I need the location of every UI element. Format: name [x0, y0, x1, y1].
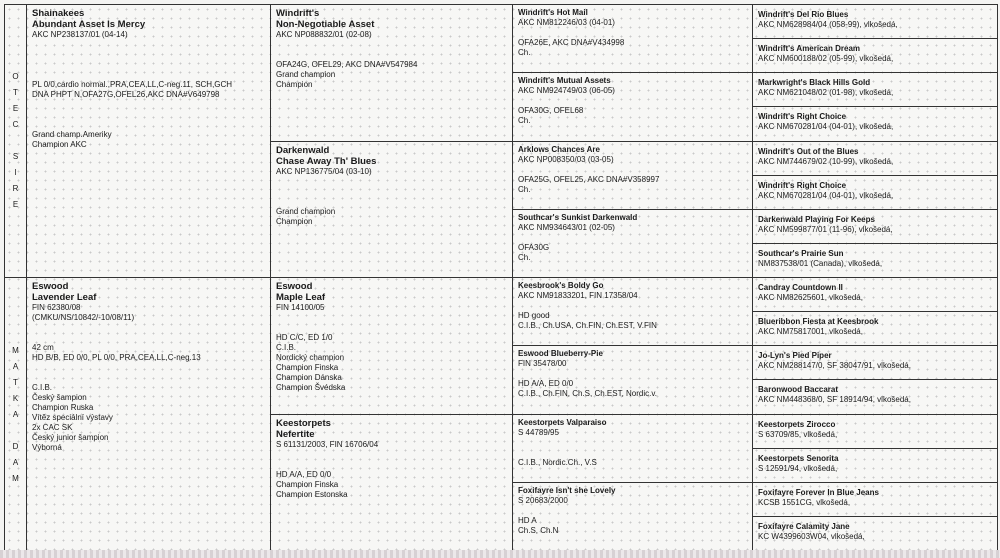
gen4-registration: AKC NM744679/02 (10-99), vlkošedá, [758, 156, 894, 166]
gen2-cell-0 [271, 5, 513, 142]
gen3-cell-6 [513, 415, 753, 483]
dam-title: Champion Ruska [32, 403, 94, 412]
sire-cell [27, 5, 271, 278]
gen4-registration: S 12591/94, vlkošedá, [758, 463, 838, 473]
dam-letter: K [12, 393, 19, 403]
gen3-cell-2 [513, 142, 753, 210]
gen4-name: Baronwood Baccarat [758, 385, 839, 395]
gen2-title: Nordický champion [276, 353, 345, 362]
gen3-cell-3 [513, 210, 753, 278]
dam-height: 42 cm [32, 343, 54, 352]
dam-title: 2x CAC SK [32, 423, 73, 432]
pedigree-sheet [4, 4, 998, 552]
gen2-title: Champion Finska [276, 479, 339, 489]
gen2-name-line2: Maple Leaf [276, 292, 326, 303]
gen4-cell-7 [753, 244, 997, 278]
sire-side-label [5, 5, 27, 278]
sire-title-2: Champion AKC [32, 140, 87, 149]
gen4-name: Jo-Lyn's Pied Piper [758, 351, 832, 361]
gen2-name-line2: Nefertite [276, 428, 315, 440]
gen4-cell-5 [753, 176, 997, 210]
gen4-cell-0 [753, 5, 997, 39]
dam-title: C.I.B. [32, 383, 53, 392]
gen3-registration: S 20683/2000 [518, 495, 568, 505]
gen2-name-line1: Keestorpets [276, 417, 331, 429]
gen2-registration: AKC NP088832/01 (02-08) [276, 30, 372, 39]
gen4-registration: AKC NM600188/02 (05-99), vlkošedá, [758, 54, 894, 64]
gen4-registration: AKC NM448368/0, SF 18914/94, vlkošedá, [758, 395, 911, 405]
gen4-cell-14 [753, 483, 997, 517]
gen3-title: Ch. [518, 184, 531, 194]
gen3-registration: AKC NM934643/01 (02-05) [518, 222, 615, 232]
gen3-name: Eswood Blueberry-Pie [518, 349, 603, 359]
sire-letter: T [13, 88, 18, 97]
gen2-title: Grand champion [276, 70, 336, 79]
dam-letter: M [12, 473, 19, 483]
gen4-name: Windrift's Right Choice [758, 180, 847, 190]
gen3-name: Windrift's Mutual Assets [518, 76, 611, 86]
gen3-health: OFA26E, AKC DNA#V434998 [518, 38, 625, 47]
gen3-name: Foxifayre Isn't she Lovely [518, 485, 616, 495]
gen4-cell-8 [753, 278, 997, 312]
gen3-registration: FIN 35478/00 [518, 359, 567, 369]
gen4-name: Keestorpets Zirocco [758, 419, 836, 429]
gen3-registration: AKC NM812246/03 (04-01) [518, 18, 615, 27]
gen3-title: Ch. [518, 252, 531, 262]
gen2-title: Grand champion [276, 206, 336, 216]
gen2-title: Champion Estonska [276, 489, 348, 499]
gen2-title: Champion Finska [276, 363, 339, 372]
dam-cell [27, 278, 271, 551]
gen4-cell-12 [753, 415, 997, 449]
dam-letter-gap [5, 423, 26, 439]
gen3-title: C.I.B., Ch.USA, Ch.FIN, Ch.EST, V.FIN [518, 321, 657, 330]
gen2-name-line1: Eswood [276, 281, 313, 292]
gen2-cell-3 [271, 415, 513, 552]
gen2-health: HD A/A, ED 0/0 [276, 469, 332, 479]
gen4-registration: AKC NM599877/01 (11-96), vlkošedá, [758, 224, 893, 234]
gen2-registration: FIN 14100/05 [276, 303, 325, 312]
gen4-name: Windrift's Right Choice [758, 112, 847, 122]
gen3-health: HD A [518, 515, 537, 525]
gen3-cell-4 [513, 278, 753, 346]
gen3-health: HD good [518, 311, 550, 320]
gen4-registration: AKC NM82625601, vlkošedá, [758, 293, 863, 302]
pedigree-grid [5, 5, 997, 551]
gen4-name: Darkenwald Playing For Keeps [758, 214, 875, 224]
gen3-title: C.I.B., Nordic.Ch., V.S [518, 457, 597, 467]
sire-letter: S [12, 152, 19, 161]
gen3-name: Keestorpets Valparaiso [518, 417, 607, 427]
gen4-registration: AKC NM670281/04 (04-01), vlkošedá, [758, 122, 894, 132]
gen3-health: HD A/A, ED 0/0 [518, 379, 574, 389]
sire-health-1: PL 0/0,cardio normal.,PRA,CEA,LL,C-neg.11, SCH,GCH [32, 80, 233, 89]
gen3-name: Southcar's Sunkist Darkenwald [518, 212, 638, 222]
dam-registration-2: (CMKU/NS/10842/-10/08/11) [32, 313, 135, 322]
gen4-name: Candray Countdown II [758, 283, 843, 292]
gen2-cell-1 [271, 142, 513, 279]
gen4-name: Foxifayre Forever In Blue Jeans [758, 487, 879, 497]
gen2-title: Champion [276, 216, 313, 226]
gen4-registration: S 63709/85, vlkošedá, [758, 429, 838, 439]
gen3-name: Keesbrook's Boldy Go [518, 281, 604, 290]
gen3-name: Arklows Chances Are [518, 144, 600, 154]
gen4-registration: KC W4399603W04, vlkošedá, [758, 531, 865, 541]
sire-letter: C [12, 120, 19, 129]
gen4-name: Markwright's Black Hills Gold [758, 78, 871, 88]
gen4-cell-4 [753, 142, 997, 176]
gen3-registration: S 44789/95 [518, 427, 559, 437]
gen4-name: Windrift's American Dream [758, 44, 861, 54]
gen4-cell-13 [753, 449, 997, 483]
gen4-cell-3 [753, 107, 997, 141]
dam-health: HD B/B, ED 0/0, PL 0/0, PRA,CEA,LL,C-neg.13 [32, 353, 201, 362]
gen2-registration: S 61131/2003, FIN 16706/04 [276, 439, 379, 449]
gen4-cell-9 [753, 312, 997, 346]
sire-registration: AKC NP238137/01 (04-14) [32, 30, 128, 39]
gen4-registration: AKC NM670281/04 (04-01), vlkošedá, [758, 190, 894, 200]
gen4-cell-6 [753, 210, 997, 244]
sire-letter: E [12, 104, 19, 113]
gen4-registration: AKC NM288147/0, SF 38047/91, vlkošedá, [758, 361, 911, 371]
gen2-health: OFA24G, OFEL29, AKC DNA#V547984 [276, 60, 418, 69]
gen3-registration: AKC NM924749/03 (06-05) [518, 86, 615, 96]
sire-letter: I [14, 168, 17, 177]
dam-title: Výborná [32, 443, 62, 452]
gen2-title: Champion Dánska [276, 373, 342, 382]
gen2-name-line1: Windrift's [276, 8, 320, 19]
gen2-title: Champion Švédska [276, 383, 346, 392]
gen3-title: Ch. [518, 116, 531, 126]
gen3-health: OFA25G, OFEL25, AKC DNA#V358997 [518, 174, 660, 184]
gen3-cell-7 [513, 483, 753, 551]
sire-letter: O [12, 72, 19, 81]
gen3-cell-1 [513, 73, 753, 141]
gen4-name: Windrift's Out of the Blues [758, 146, 859, 156]
gen3-name: Windrift's Hot Mail [518, 8, 588, 17]
gen2-health: HD C/C, ED 1/0 [276, 333, 333, 342]
dam-letter: A [12, 409, 19, 419]
gen4-name: Windrift's Del Rio Blues [758, 10, 849, 19]
sire-letter: E [12, 200, 19, 209]
gen4-registration: AKC NM621048/02 (01-98), vlkošedá, [758, 88, 894, 98]
dam-letter: M [12, 345, 19, 355]
gen4-registration: AKC NM75817001, vlkošedá, [758, 327, 863, 337]
gen2-title: Champion [276, 80, 313, 89]
sire-letter: R [12, 184, 19, 193]
sire-name-line2: Abundant Asset Is Mercy [32, 19, 146, 30]
gen3-registration: AKC NM91833201, FIN 17358/04 [518, 291, 638, 300]
gen4-registration: KCSB 1551CG, vlkošedá, [758, 497, 851, 507]
gen4-cell-10 [753, 346, 997, 380]
gen4-name: Blueribbon Fiesta at Keesbrook [758, 317, 879, 327]
gen3-cell-0 [513, 5, 753, 73]
gen2-name-line1: Darkenwald [276, 144, 330, 156]
gen3-health: OFA30G [518, 242, 550, 252]
sire-health-2: DNA PHPT N,OFA27G,OFEL26,AKC DNA#V649798 [32, 90, 220, 99]
gen2-registration: AKC NP136775/04 (03-10) [276, 166, 372, 176]
dam-registration: FIN 62380/08 [32, 303, 81, 312]
gen4-name: Keestorpets Senorita [758, 453, 839, 463]
bottom-scan-strip [0, 550, 1000, 558]
dam-title: Český junior šampion [32, 433, 109, 442]
gen4-name: Foxifayre Calamity Jane [758, 521, 850, 531]
dam-letter: D [12, 441, 19, 451]
sire-letter-gap [5, 133, 26, 149]
gen3-cell-5 [513, 346, 753, 414]
gen3-health: OFA30G, OFEL68 [518, 106, 584, 116]
gen2-cell-2 [271, 278, 513, 415]
gen2-name-line2: Non-Negotiable Asset [276, 19, 375, 30]
gen2-name-line2: Chase Away Th' Blues [276, 155, 377, 167]
sire-title-1: Grand champ.Ameriky [32, 130, 112, 139]
dam-title: Český šampion [32, 393, 87, 402]
dam-letter: A [12, 457, 19, 467]
dam-letter: A [12, 361, 19, 371]
gen3-title: Ch.S, Ch.N [518, 525, 559, 535]
gen4-cell-2 [753, 73, 997, 107]
gen4-cell-1 [753, 39, 997, 73]
dam-side-label [5, 278, 27, 551]
dam-name-line1: Eswood [32, 281, 69, 292]
gen4-cell-15 [753, 517, 997, 551]
dam-title: Vítěz speciální výstavy [32, 413, 113, 422]
gen4-cell-11 [753, 380, 997, 414]
dam-letter: T [13, 377, 18, 387]
gen3-title: C.I.B., Ch.FIN, Ch.S, Ch.EST, Nordic.v. [518, 389, 657, 399]
gen4-registration: AKC NM628984/04 (058-99), vlkošedá, [758, 20, 898, 29]
gen3-registration: AKC NP008350/03 (03-05) [518, 154, 614, 164]
dam-name-line2: Lavender Leaf [32, 292, 97, 303]
gen4-registration: NM837538/01 (Canada), vlkošedá, [758, 258, 883, 268]
gen2-title: C.I.B. [276, 343, 297, 352]
sire-name-line1: Shainakees [32, 8, 85, 19]
gen3-title: Ch. [518, 48, 531, 57]
gen4-name: Southcar's Prairie Sun [758, 248, 844, 258]
